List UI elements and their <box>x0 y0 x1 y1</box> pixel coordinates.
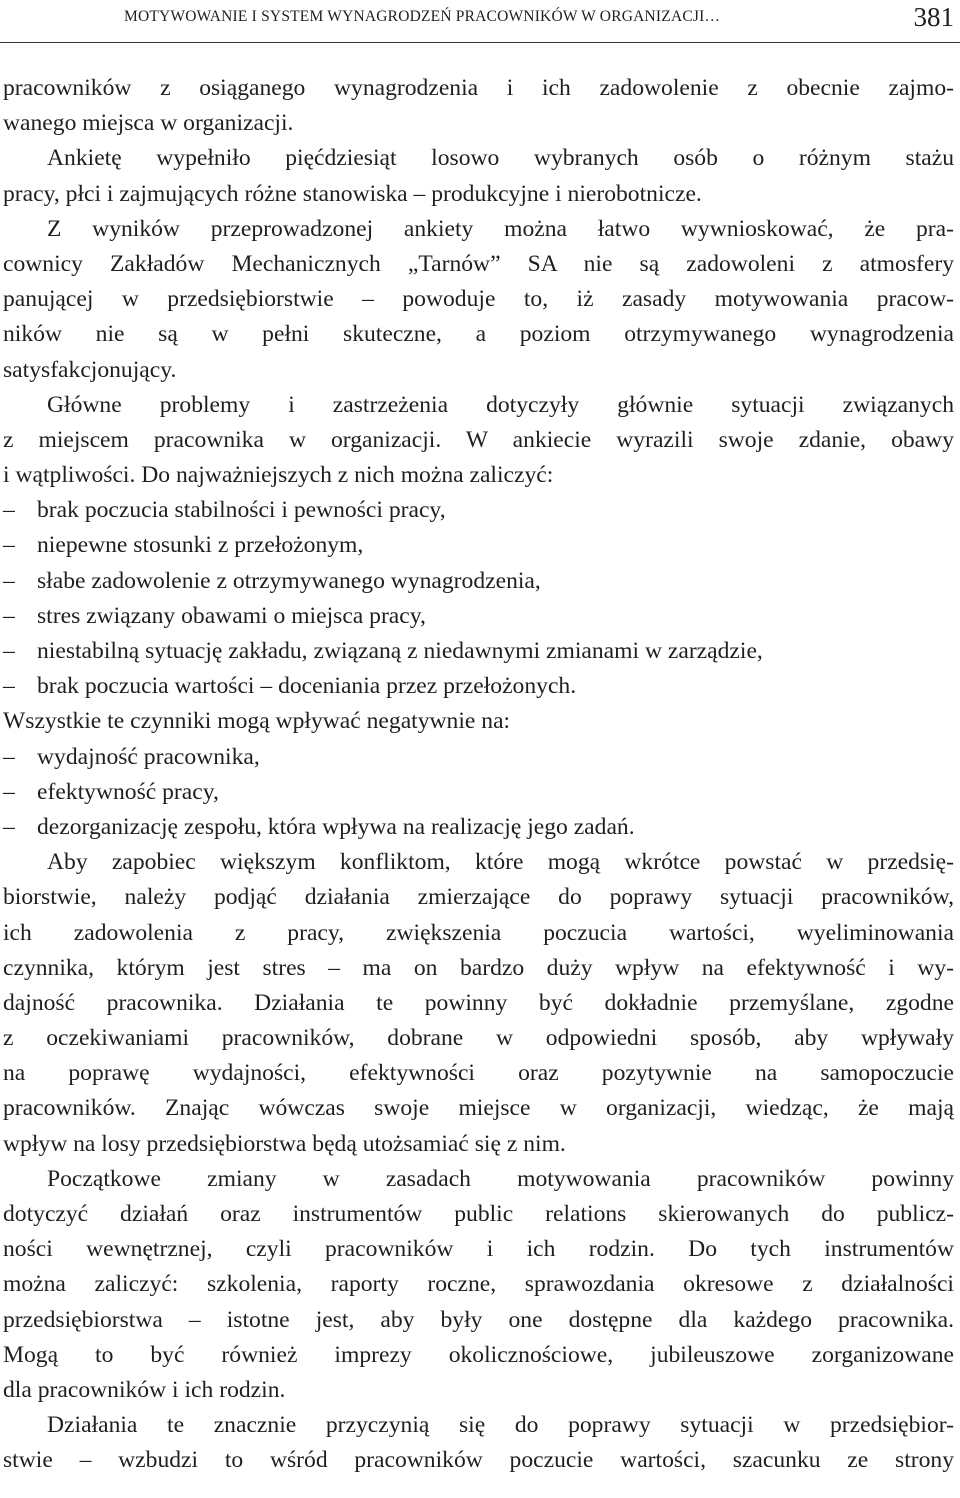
text-line: Z wyników przeprowadzonej ankiety można łatwo wywnioskować, że pra- <box>47 215 954 242</box>
text-line: Wszystkie te czynniki mogą wpływać negatywnie na: <box>3 708 511 735</box>
text-line: stwie – wzbudzi to wśród pracowników poczucie wartości, szacunku ze strony <box>3 1447 954 1474</box>
page-number: 381 <box>913 2 954 32</box>
list-item-text: słabe zadowolenie z otrzymywanego wynagrodzenia, <box>37 567 541 594</box>
text-line: satysfakcjonujący. <box>3 356 177 383</box>
text-line: ników nie są w pełni skuteczne, a poziom otrzymywanego wynagrodzenia <box>3 321 954 348</box>
text-line: biorstwie, należy podjąć działania zmierzające do poprawy sytuacji pracowników, <box>3 884 954 911</box>
list-item-text: stres związany obawami o miejsca pracy, <box>37 602 426 629</box>
list-item <box>3 528 954 563</box>
text-line: Główne problemy i zastrzeżenia dotyczyły głównie sytuacji związanych <box>47 391 954 418</box>
list-item-text: dezorganizację zespołu, która wpływa na realizację jego zadań. <box>37 813 635 840</box>
dash-bullet: – <box>3 532 15 559</box>
list-item-text: efektywność pracy, <box>37 778 219 805</box>
text-line: pracowników. Znając wówczas swoje miejsce w organizacji, wiedząc, że mają <box>3 1095 954 1122</box>
text-line: przedsiębiorstwa – istotne jest, aby były one dostępne dla każdego pracownika. <box>3 1306 954 1333</box>
dash-bullet: – <box>3 638 15 664</box>
list-item-text: brak poczucia stabilności i pewności pracy, <box>37 497 446 524</box>
text-line: dla pracowników i ich rodzin. <box>3 1376 286 1403</box>
running-title: MOTYWOWANIE I SYSTEM WYNAGRODZEŃ PRACOWNIKÓW W ORGANIZACJI… <box>124 8 721 25</box>
list-item-text: brak poczucia wartości – doceniania przez przełożonych. <box>37 673 577 700</box>
dash-bullet: – <box>3 778 15 805</box>
dash-bullet: – <box>3 673 15 700</box>
text-line: cownicy Zakładów Mechanicznych „Tarnów” SA nie są zadowoleni z atmosfery <box>3 250 954 277</box>
text-line: można zaliczyć: szkolenia, raporty roczne, sprawozdania okresowe z działalności <box>3 1271 954 1298</box>
text-line: Działania te znacznie przyczynią się do poprawy sytuacji w przedsiębior- <box>47 1412 954 1439</box>
list-item <box>3 775 954 810</box>
list-item <box>3 740 954 775</box>
list-item <box>3 599 954 634</box>
body-text <box>3 71 954 1479</box>
text-line: dajność pracownika. Działania te powinny być dokładnie przemyślane, zgodne <box>3 989 954 1016</box>
text-line: czynnika, którym jest stres – ma on bardzo duży wpływ na efektywność i wy- <box>3 954 954 981</box>
list-item <box>3 564 954 599</box>
dash-bullet: – <box>3 497 15 524</box>
list-item-text: wydajność pracownika, <box>37 743 260 770</box>
text-line: panującej w przedsiębiorstwie – powoduje to, iż zasady motywowania pracow- <box>3 286 954 313</box>
text-line: wpływ na losy przedsiębiorstwa będą utożsamiać się z nim. <box>3 1130 566 1157</box>
text-line: dotyczyć działań oraz instrumentów public relations skierowanych do publicz- <box>3 1201 954 1227</box>
text-line: Początkowe zmiany w zasadach motywowania pracowników powinny <box>47 1165 954 1192</box>
list-item <box>3 634 954 669</box>
list-item-text: niestabilną sytuację zakładu, związaną z niedawnymi zmianami w zarządzie, <box>37 638 763 664</box>
text-line: ich zadowolenia z pracy, zwiększenia poczucia wartości, wyeliminowania <box>3 919 954 946</box>
dash-bullet: – <box>3 567 15 594</box>
text-line: ności wewnętrznej, czyli pracowników i ich rodzin. Do tych instrumentów <box>3 1236 954 1263</box>
text-line: z oczekiwaniami pracowników, dobrane w odpowiedni sposób, aby wpływały <box>3 1025 954 1052</box>
text-line: pracowników z osiąganego wynagrodzenia i ich zadowolenie z obecnie zajmo- <box>3 75 954 101</box>
running-header <box>0 0 960 43</box>
text-line: z miejscem pracownika w organizacji. W ankiecie wyrazili swoje zdanie, obawy <box>3 426 954 453</box>
list-item <box>3 810 954 845</box>
list-item <box>3 669 954 704</box>
list-item-text: niepewne stosunki z przełożonym, <box>37 532 364 559</box>
dash-bullet: – <box>3 602 15 629</box>
text-line: na poprawę wydajności, efektywności oraz pozytywnie na samopoczucie <box>3 1060 954 1087</box>
list-item <box>3 493 954 528</box>
text-line: Mogą to być również imprezy okolicznościowe, jubileuszowe zorganizowane <box>3 1341 954 1368</box>
text-line: wanego miejsca w organizacji. <box>3 110 294 137</box>
dash-bullet: – <box>3 743 15 770</box>
dash-bullet: – <box>3 813 15 840</box>
text-line: Aby zapobiec większym konfliktom, które mogą wkrótce powstać w przedsię- <box>47 849 954 876</box>
text-line: pracy, płci i zajmujących różne stanowiska – produkcyjne i nierobotnicze. <box>3 180 702 207</box>
text-line: Ankietę wypełniło pięćdziesiąt losowo wybranych osób o różnym stażu <box>47 145 954 172</box>
text-line: i wątpliwości. Do najważniejszych z nich można zaliczyć: <box>3 462 554 489</box>
